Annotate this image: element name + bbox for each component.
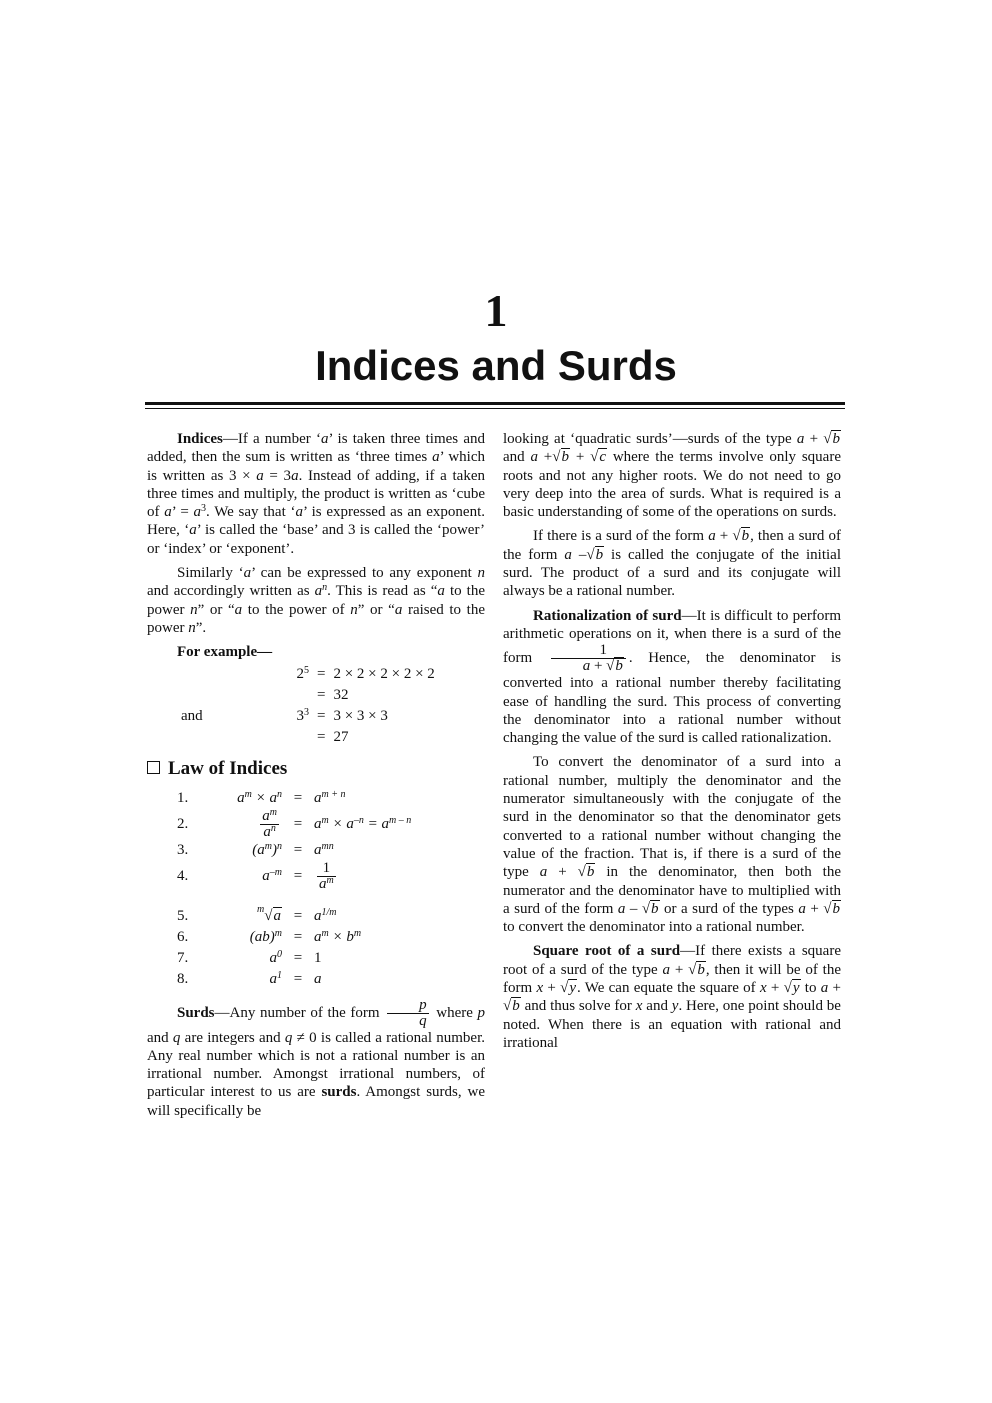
rationalization-heading: Rationalization of surd	[533, 607, 682, 624]
square-root-paragraph: Square root of a surd—If there exists a square root of a surd of the type a + √b, then it will be of the form x + √y. We can equate the square of x + √y to a + √b and thus solve for x and y. Here, one point should be noted. When there is an equation with rational and irrational	[503, 943, 841, 1051]
chapter-title: Indices and Surds	[315, 342, 677, 389]
convert-denominator-paragraph: To convert the denominator of a surd into a rational number, multiply the denominator and the numerator simultaneously with the conjugate of the surd in the denominator so that the denominator gets converted to a rational number without changing the value of the fraction. That is, if there is a surd of the type a + √b in the denominator, then both the numerator and the denominator have to multiplied with a surd of the form a – √b or a surd of the types a + √b to convert the denominator into a rational number.	[503, 754, 841, 936]
law-row: 4. $a^{-m}$ = $\frac{1}{a^m}$	[177, 859, 334, 892]
example-and: and	[181, 707, 203, 724]
law-of-indices-heading: Law of Indices	[147, 758, 485, 780]
indices-paragraph: Indices—If a number ‘a’ is taken three times and added, then the sum is written as ‘three times a’ which is written as 3 × a = 3a. Instead of adding, if a taken three times and multiply, the product is written as ‘cube of a’ = $a^3$. We say that ‘a’ is expressed as an exponent. Here, ‘a’ is called the ‘base’ and 3 is called the ‘power’ or ‘index’ or ‘exponent’.	[147, 431, 486, 557]
chapter-number: 1	[484, 285, 508, 336]
law-row: 1. $a^m \times a^n$ = $a^{m + n}$	[177, 788, 346, 806]
conjugate-paragraph: If there is a surd of the form a + √b, then a surd of the form a –√b is called the conjugate of the initial surd. The product of a surd and its conjugate will always be a rational number.	[503, 528, 842, 600]
law-row: 3. $(a^m)^n$ = $a^{mn}$	[177, 840, 334, 858]
law-row: 8. $a^1$ = a	[177, 969, 322, 987]
example-rhs-1: 2 × 2 × 2 × 2 × 2	[333, 665, 435, 682]
example-rhs-4: 27	[333, 728, 349, 745]
law-row: 2. $\frac{a^m}{a^n}$ = $a^m \times a^{-n} = a^{m - n}$	[177, 806, 412, 840]
surds-paragraph: Surds—Any number of the form $\frac{p}{q}$ where p and q are integers and q ≠ 0 is called a rational number. Any real number which is not a rational number is an irrational number. Amongst irrational numbers, of particular interest to us are surds. Amongst surds, we will specifically be	[147, 996, 486, 1119]
laws-table	[175, 788, 416, 990]
law-row: 6. (ab)$^m$ = $a^m \times b^m$	[177, 927, 362, 945]
law-row: 7. $a^0$ = 1	[177, 948, 322, 966]
example-table: $2^5$ = 2 × 2 × 2 × 2 × 2 = 32 and $3^3$ = 3 × 3 × 3 = 27	[177, 664, 439, 748]
indices-heading: Indices	[177, 431, 223, 447]
title-rule-thin	[145, 408, 845, 409]
rationalization-paragraph: Rationalization of surd—It is difficult to perform arithmetic operations on it, when there is a surd of the form $\frac{1}{a + √b}$ . Hence, the denominator is converted into a rational number thereby facilitating ease of handling the surd. This process of converting the denominator into a rational number without changing the value of the surd is called rationalization.	[503, 607, 841, 747]
left-column	[147, 430, 485, 1126]
checkbox-bullet-icon	[147, 761, 160, 774]
law-row: 5. $^m$√a = $a^{1/m}$	[177, 903, 337, 924]
right-column	[503, 430, 841, 1058]
example-rhs-3: 3 × 3 × 3	[333, 707, 388, 724]
surds-heading: Surds	[177, 1004, 215, 1021]
similarly-paragraph: Similarly ‘a’ can be expressed to any exponent n and accordingly written as $a^n$. This is read as “a to the power n” or “a to the power of n” or “a raised to the power n”.	[147, 565, 486, 636]
example-heading: For example—	[177, 644, 273, 661]
example-rhs-2: 32	[333, 686, 349, 703]
example-lhs-1: $2^5$	[296, 664, 309, 682]
title-rule-thick	[145, 402, 845, 405]
example-lhs-3: $3^3$	[296, 706, 309, 724]
quadratic-surds-paragraph: looking at ‘quadratic surds’—surds of the type a + √b and a +√b + √c where the terms involve only square roots and not any higher roots. We do not need to go very deep into the area of surds. What is required is a basic understanding of some of the operations on surds.	[503, 431, 841, 521]
square-root-heading: Square root of a surd	[533, 943, 681, 960]
